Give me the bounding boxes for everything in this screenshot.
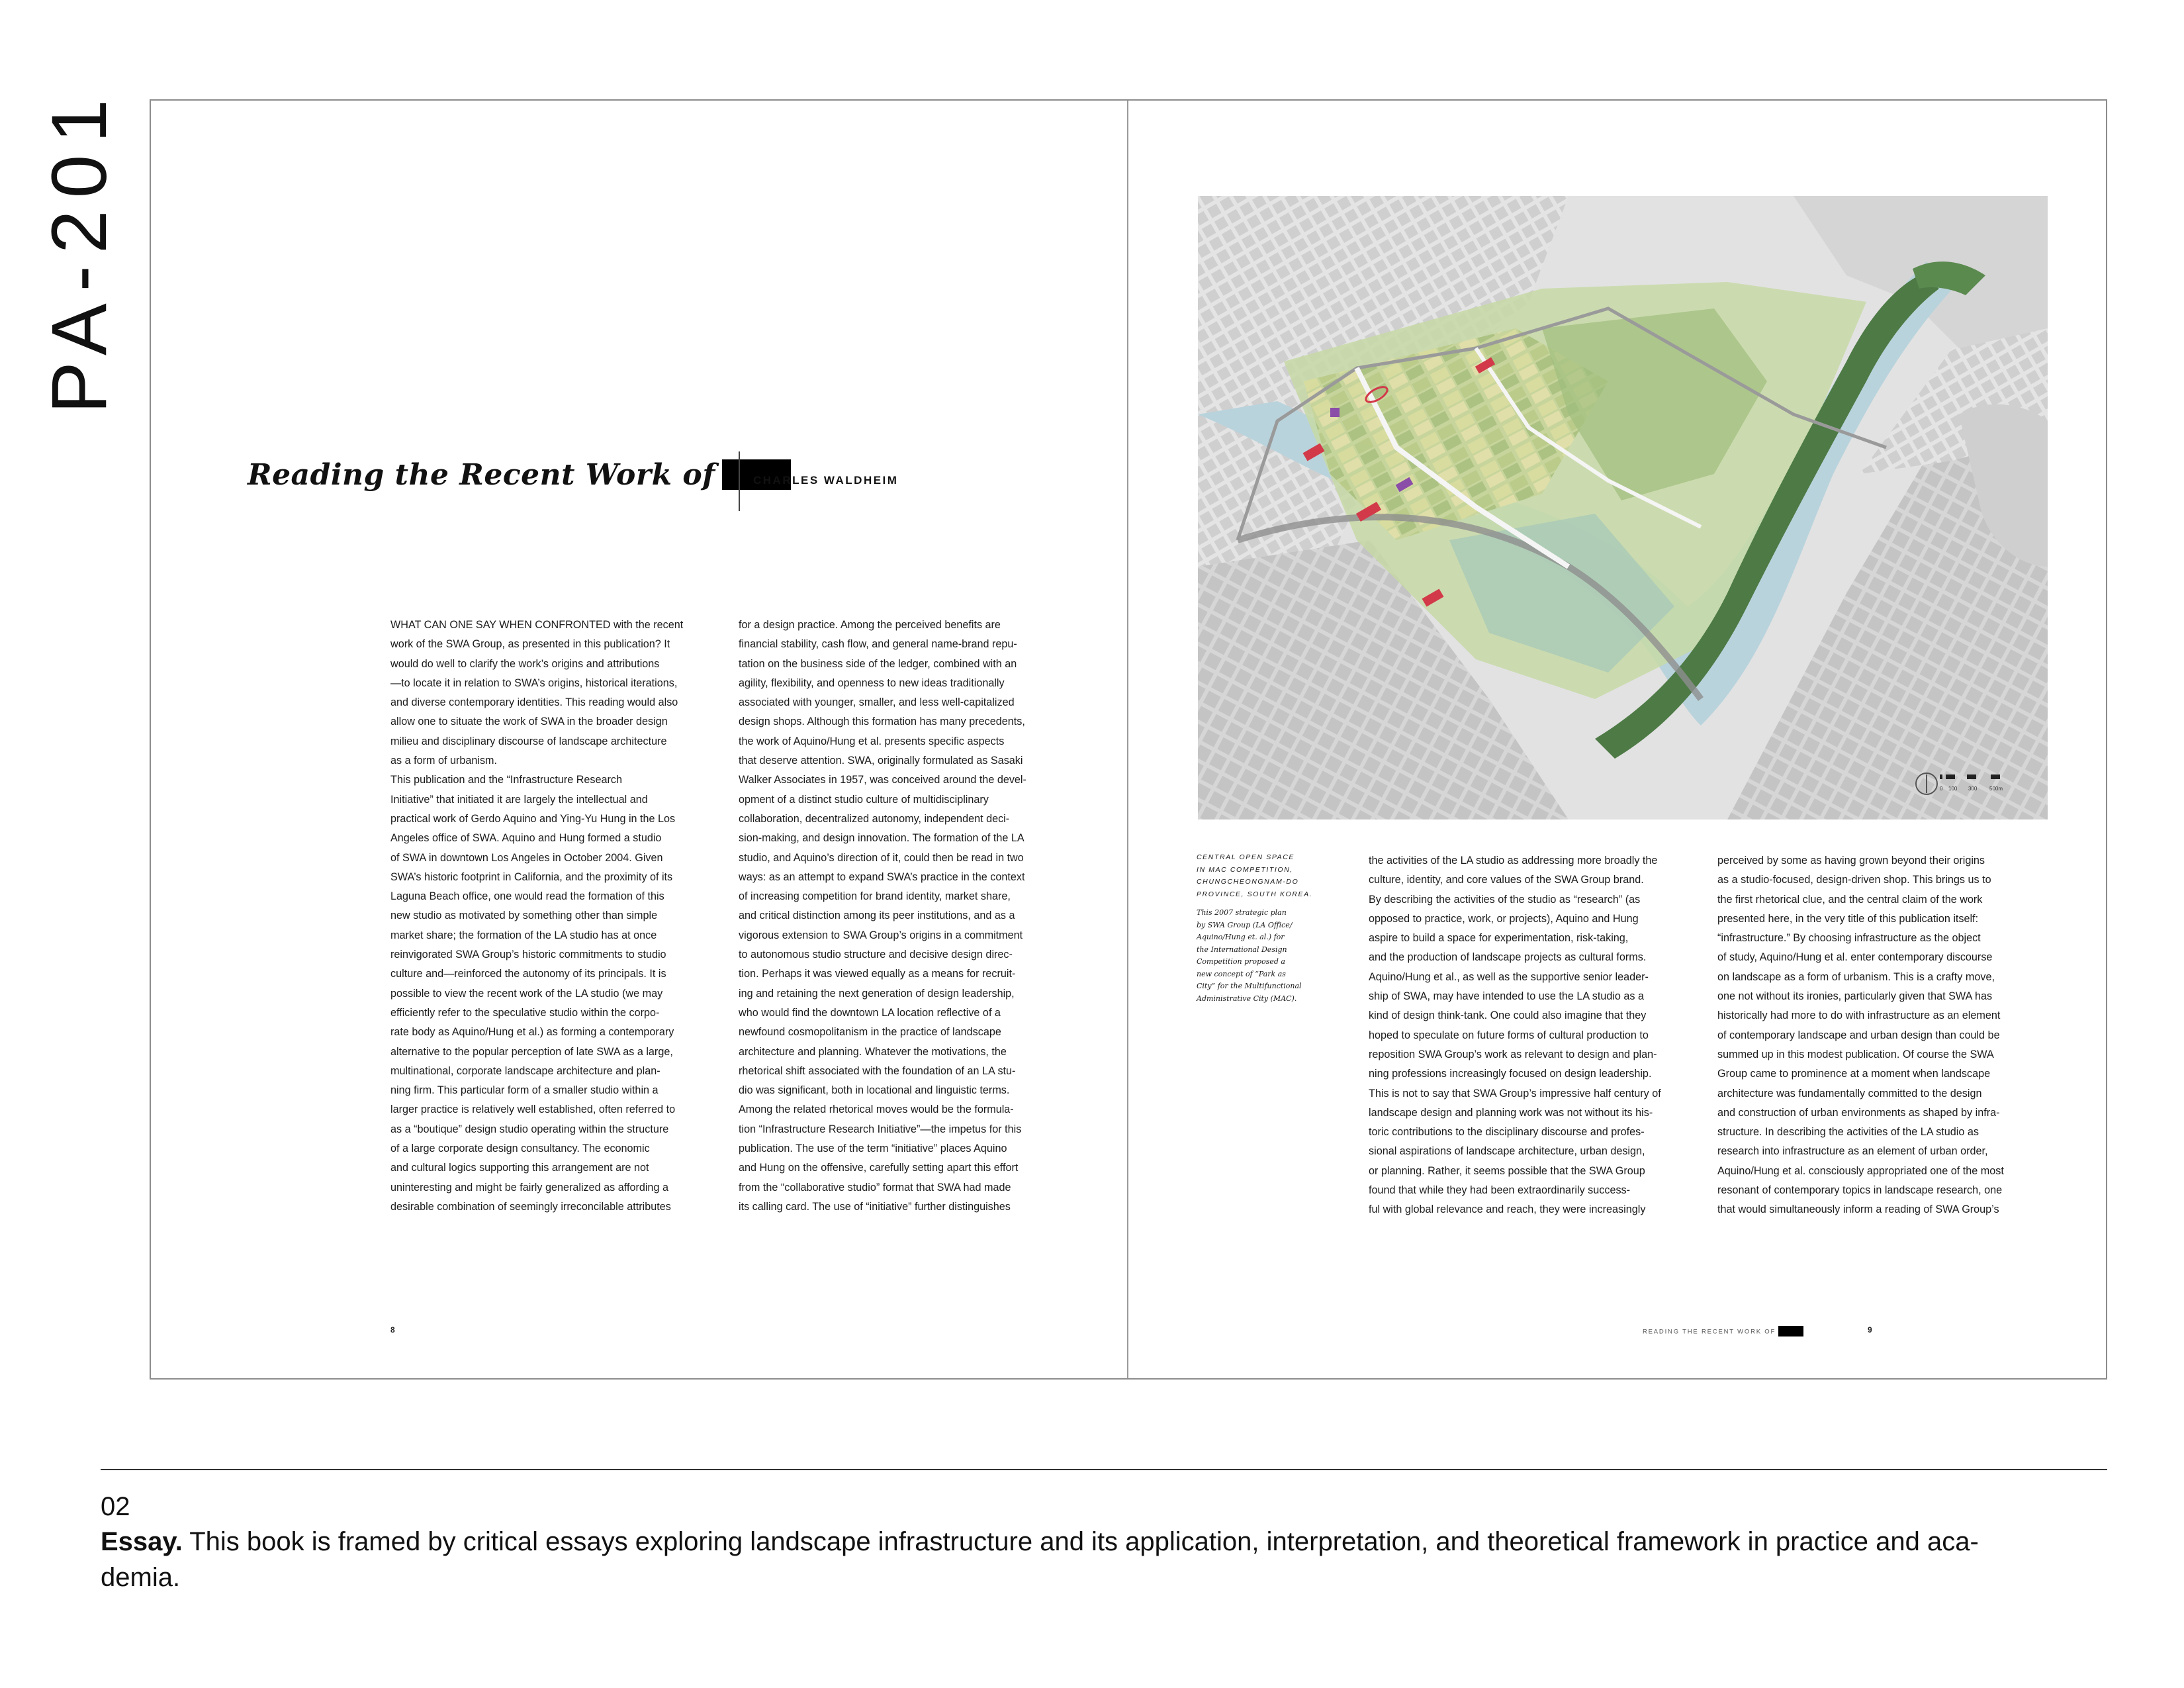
text-line: ship of SWA, may have intended to use the LA studio as a [1369,990,1645,1003]
text-line: —to locate it in relation to SWA’s origins, historical iterations, [390,677,678,689]
text-line: architecture and planning. Whatever the motivations, the [739,1045,1007,1058]
scale-label-0: 0 [1940,786,1943,792]
text-line: dio was significant, both in locational and linguistic terms. [739,1084,1010,1097]
caption-title [1197,851,1329,900]
text-line: structure. In describing the activities of the LA studio as [1717,1126,1979,1139]
essay-title-text: Reading the Recent Work of [248,458,715,492]
text-line: perceived by some as having grown beyond their origins [1717,855,1985,867]
scale-label-500: 500m [1989,786,2003,792]
spread-gutter [1127,101,1128,1378]
text-line: WHAT CAN ONE SAY WHEN CONFRONTED with the recent [390,619,684,631]
text-line: and Hung on the offensive, carefully setting apart this effort [739,1162,1019,1174]
text-line: the International Design [1197,945,1287,954]
text-column-2 [739,616,1069,1217]
divider-rule [101,1469,2107,1470]
text-line: vigorous extension to SWA Group’s origins in a commitment [739,929,1023,941]
text-line: and cultural logics supporting this arrangement are not [390,1162,649,1174]
text-line: and critical distinction among its peer institutions, and as a [739,910,1015,922]
text-line: milieu and disciplinary discourse of landscape architecture [390,735,667,747]
text-line: Aquino/Hung et al., as well as the supportive senior leader- [1369,970,1649,983]
text-line: its calling card. The use of “initiative” further distinguishes [739,1200,1011,1213]
text-line: larger practice is relatively well established, often referred to [390,1103,676,1116]
text-line: that would simultaneously inform a reading of SWA Group’s [1717,1203,1999,1216]
figure-lead: Essay. [101,1527,183,1556]
text-line: This publication and the “Infrastructure Research [390,774,623,786]
text-line: collaboration, decentralized autonomy, independent deci- [739,812,1010,825]
text-line: Administrative City (MAC). [1197,994,1297,1003]
sheet-label [20,79,119,424]
text-line: desirable combination of seemingly irreconcilable attributes [390,1200,671,1213]
figure-text-line-1: This book is framed by critical essays exploring landscape infrastructure and its application, interpretation, and theoretical framework in practice and aca- [182,1527,1979,1556]
text-line: Angeles office of SWA. Aquino and Hung formed a studio [390,832,662,845]
author-name: CHARLES WALDHEIM [753,474,899,487]
figure-text-line-2: demia. [101,1563,181,1592]
text-line: reposition SWA Group’s work as relevant to design and plan- [1369,1048,1657,1060]
sheet-label-text: PA-201 [36,87,119,414]
running-head-text: READING THE RECENT WORK OF [1643,1328,1776,1336]
text-line: as a form of urbanism. [390,755,498,767]
text-line: from the “collaborative studio” format that SWA had made [739,1181,1011,1194]
text-line: publication. The use of the term “initiative” places Aquino [739,1143,1007,1155]
text-line: This 2007 strategic plan [1197,908,1287,917]
text-line: financial stability, cash flow, and general name-brand repu- [739,638,1017,651]
text-line: market share; the formation of the LA studio has at once [390,929,657,941]
text-line: newfound cosmopolitanism in the practice of landscape [739,1026,1001,1039]
text-column-3 [1369,851,1700,1220]
title-divider [739,451,740,511]
text-line: ning professions increasingly focused on design leadership. [1369,1068,1652,1080]
running-head-redaction [1778,1326,1803,1336]
text-line: culture, identity, and core values of the SWA Group brand. [1369,874,1644,886]
text-line: to autonomous studio structure and decisive design direc- [739,949,1013,961]
text-line: Initiative” that initiated it are largely the intellectual and [390,793,648,806]
caption-body [1197,907,1329,1005]
text-line: Competition proposed a [1197,957,1285,966]
text-line: rhetorical shift associated with the foundation of an LA stu- [739,1064,1016,1077]
text-line: CENTRAL OPEN SPACE [1197,853,1295,861]
text-line: as a studio-focused, design-driven shop. This brings us to [1717,874,1991,886]
text-line: tation on the business side of the ledger, combined with an [739,657,1017,670]
text-line: culture and—reinforced the autonomy of its principals. It is [390,968,666,980]
text-line: By describing the activities of the studio as “research” (as [1369,893,1641,906]
text-line: architecture was fundamentally committed to the design [1717,1087,1982,1100]
running-head [1643,1327,1803,1337]
text-line: agility, flexibility, and openness to new ideas traditionally [739,677,1005,689]
text-line: rate body as Aquino/Hung et al.) as forming a contemporary [390,1026,674,1039]
text-line: SWA’s historic footprint in California, and the proximity of its [390,870,673,883]
text-line: presented here, in the very title of this publication itself: [1717,912,1979,925]
image-caption [1197,851,1329,1005]
text-line: Group came to prominence at a moment when landscape [1717,1068,1991,1080]
text-line: alternative to the popular perception of late SWA as a large, [390,1045,673,1058]
text-line: of study, Aquino/Hung et al. enter contemporary discourse [1717,951,1993,964]
text-line: of a large corporate design consultancy. The economic [390,1143,650,1155]
text-line: aspire to build a space for experimentation, risk-taking, [1369,932,1629,945]
text-line: or planning. Rather, it seems possible that the SWA Group [1369,1164,1645,1177]
text-line: opment of a distinct studio culture of multidisciplinary [739,793,989,806]
text-line: ful with global relevance and reach, they were increasingly [1369,1203,1646,1216]
text-line: allow one to situate the work of SWA in the broader design [390,716,668,728]
text-line: on landscape as a form of urbanism. This is a crafty move, [1717,970,1995,983]
text-line: Walker Associates in 1957, was conceived around the devel- [739,774,1026,786]
text-line: would do well to clarify the work’s origins and attributions [390,657,660,670]
text-line: opposed to practice, work, or projects), Aquino and Hung [1369,912,1639,925]
text-line: Aquino/Hung et al. consciously appropriated one of the most [1717,1164,2004,1177]
text-line: toric contributions to the disciplinary discourse and profes- [1369,1126,1645,1139]
text-column-1 [390,616,721,1217]
figure-description [101,1524,2113,1595]
figure-number: 02 [101,1492,130,1521]
text-line: Laguna Beach office, one would read the formation of this [390,890,664,903]
text-line: PROVINCE, SOUTH KOREA. [1197,890,1313,898]
text-line: new studio as motivated by something other than simple [390,910,658,922]
text-line: kind of design think-tank. One could also imagine that they [1369,1009,1647,1022]
text-line: as a “boutique” design studio operating within the structure [390,1123,669,1135]
text-line: and construction of urban environments as shaped by infra- [1717,1106,2000,1119]
text-column-4 [1717,851,2048,1220]
site-plan-image [1198,196,2048,820]
text-line: for a design practice. Among the perceived benefits are [739,619,1001,631]
text-line: resonant of contemporary topics in landscape research, one [1717,1184,2003,1197]
text-line: historically had more to do with infrastructure as an element [1717,1009,2001,1022]
text-line: studio, and Aquino’s direction of it, could then be read in two [739,851,1024,864]
text-line: “infrastructure.” By choosing infrastructure as the object [1717,932,1981,945]
text-line: one not without its ironies, particularly given that SWA has [1717,990,1993,1003]
text-line: hoped to speculate on future forms of cultural production to [1369,1029,1649,1041]
text-line: ning firm. This particular form of a smaller studio within a [390,1084,659,1097]
text-line: tion “Infrastructure Research Initiative”—the impetus for this [739,1123,1022,1135]
text-line: sional aspirations of landscape architecture, urban design, [1369,1145,1645,1158]
text-line: associated with younger, smaller, and less well-capitalized [739,696,1015,709]
book-spread [150,99,2107,1380]
text-line: reinvigorated SWA Group’s historic commitments to studio [390,949,666,961]
text-line: that deserve attention. SWA, originally formulated as Sasaki [739,755,1023,767]
scale-label-100: 100 [1948,786,1958,792]
text-line: This is not to say that SWA Group’s impressive half century of [1369,1087,1661,1100]
page-number-right: 9 [1868,1325,1872,1335]
text-line: of contemporary landscape and urban design than could be [1717,1029,2000,1041]
text-line: of increasing competition for brand identity, market share, [739,890,1011,903]
text-line: found that while they had been extraordinarily success- [1369,1184,1631,1197]
scale-label-300: 300 [1968,786,1978,792]
text-line: uninteresting and might be fairly generalized as affording a [390,1181,668,1194]
text-line: tion. Perhaps it was viewed equally as a means for recruit- [739,968,1016,980]
text-line: City” for the Multifunctional [1197,982,1302,990]
text-line: design shops. Although this formation has many precedents, [739,716,1025,728]
text-line: practical work of Gerdo Aquino and Ying-Yu Hung in the Los [390,812,676,825]
text-line: new concept of “Park as [1197,969,1286,978]
text-line: the work of Aquino/Hung et al. presents specific aspects [739,735,1005,747]
page-number-left: 8 [390,1325,395,1335]
text-line: possible to view the recent work of the LA studio (we may [390,987,663,1000]
text-line: work of the SWA Group, as presented in this publication? It [390,638,670,651]
essay-title [248,458,791,492]
text-line: IN MAC COMPETITION, [1197,865,1293,874]
text-line: who would find the downtown LA location reflective of a [739,1006,1001,1019]
text-line: landscape design and planning work was not without its his- [1369,1106,1653,1119]
text-line: ing and retaining the next generation of design leadership, [739,987,1015,1000]
text-line: the first rhetorical clue, and the central claim of the work [1717,893,1983,906]
text-line: efficiently refer to the speculative studio within the corpo- [390,1006,660,1019]
text-line: the activities of the LA studio as addressing more broadly the [1369,855,1658,867]
text-line: Among the related rhetorical moves would be the formula- [739,1103,1014,1116]
text-line: ways: as an attempt to expand SWA’s practice in the context [739,870,1025,883]
text-line: summed up in this modest publication. Of course the SWA [1717,1048,1994,1060]
text-line: of SWA in downtown Los Angeles in October 2004. Given [390,851,663,864]
text-line: sion-making, and design innovation. The formation of the LA [739,832,1024,845]
text-line: multinational, corporate landscape architecture and plan- [390,1064,660,1077]
text-line: and diverse contemporary identities. This reading would also [390,696,678,709]
text-line: CHUNGCHEONGNAM-DO [1197,878,1299,886]
text-line: research into infrastructure as an element of urban order, [1717,1145,1988,1158]
text-line: and the production of landscape projects as cultural forms. [1369,951,1647,964]
text-line: Aquino/Hung et. al.) for [1197,933,1285,941]
text-line: by SWA Group (LA Office/ [1197,920,1293,929]
